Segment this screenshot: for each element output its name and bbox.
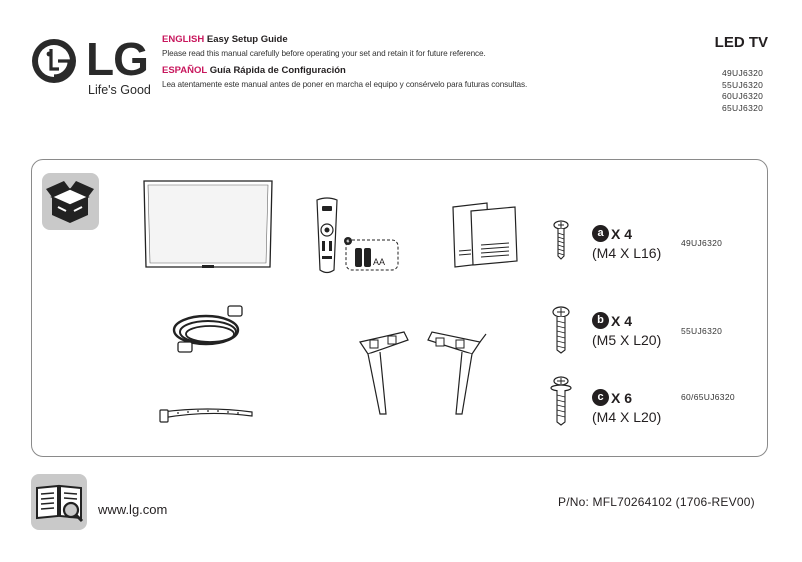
screw-b-model: 55UJ6320 [681, 326, 723, 336]
book-magnifier-icon [31, 474, 87, 530]
screw-c-spec [592, 389, 661, 425]
screw-c-badge: c [592, 389, 609, 406]
lg-logo-icon [31, 38, 77, 84]
box-contents-icon [42, 173, 99, 230]
screw-a-icon [553, 220, 569, 260]
screw-b-badge: b [592, 312, 609, 329]
cable-holder-illustration [158, 404, 256, 426]
website-link[interactable]: www.lg.com [98, 502, 168, 517]
magic-remote-illustration [312, 196, 342, 276]
screw-b-size: (M5 X L20) [592, 332, 662, 348]
screw-c-count: X 6 [611, 389, 633, 406]
screw-b-icon [552, 306, 570, 354]
power-cord-illustration [168, 302, 252, 358]
model-item: 60UJ6320 [722, 91, 764, 101]
model-list [722, 68, 763, 114]
spanish-lang-label: ESPAÑOL [162, 65, 208, 76]
batteries-illustration [342, 236, 400, 272]
tv-illustration [142, 179, 274, 271]
english-lang-label: ENGLISH [162, 34, 205, 45]
screw-a-badge: a [592, 225, 609, 242]
battery-type-label: AA [373, 257, 386, 267]
spanish-title: Guía Rápida de Configuración [209, 65, 346, 76]
screw-a-spec [592, 225, 661, 261]
manuals-illustration [451, 201, 519, 269]
english-title: Easy Setup Guide [206, 34, 288, 45]
model-item: 49UJ6320 [722, 68, 764, 78]
model-item: 65UJ6320 [722, 102, 764, 113]
screw-a-count: X 4 [611, 225, 633, 242]
spanish-heading [162, 65, 527, 89]
screw-a-size: (M4 X L16) [592, 245, 662, 261]
stand-left-illustration [354, 326, 414, 418]
brand-tagline: Life's Good [88, 83, 151, 97]
model-item: 55UJ6320 [722, 79, 764, 90]
product-type: LED TV [714, 34, 768, 51]
screw-c-size: (M4 X L20) [592, 409, 662, 425]
screw-c-icon [550, 376, 572, 426]
screw-b-count: X 4 [611, 312, 633, 329]
screw-a-model: 49UJ6320 [681, 238, 723, 248]
open-box-icon [42, 173, 99, 230]
screw-b-spec [592, 312, 661, 348]
stand-right-illustration [424, 326, 490, 418]
manual-search-icon [31, 474, 87, 530]
part-number: P/No: MFL70264102 (1706-REV00) [558, 495, 755, 509]
spanish-description: Lea atentamente este manual antes de poner en marcha el equipo y consérvelo para futuras consultas. [162, 80, 528, 89]
english-description: Please read this manual carefully before operating your set and retain it for future reference. [162, 49, 486, 58]
english-heading [162, 34, 486, 58]
screw-c-model: 60/65UJ6320 [681, 392, 735, 402]
brand-logo-text: LG [86, 33, 148, 85]
